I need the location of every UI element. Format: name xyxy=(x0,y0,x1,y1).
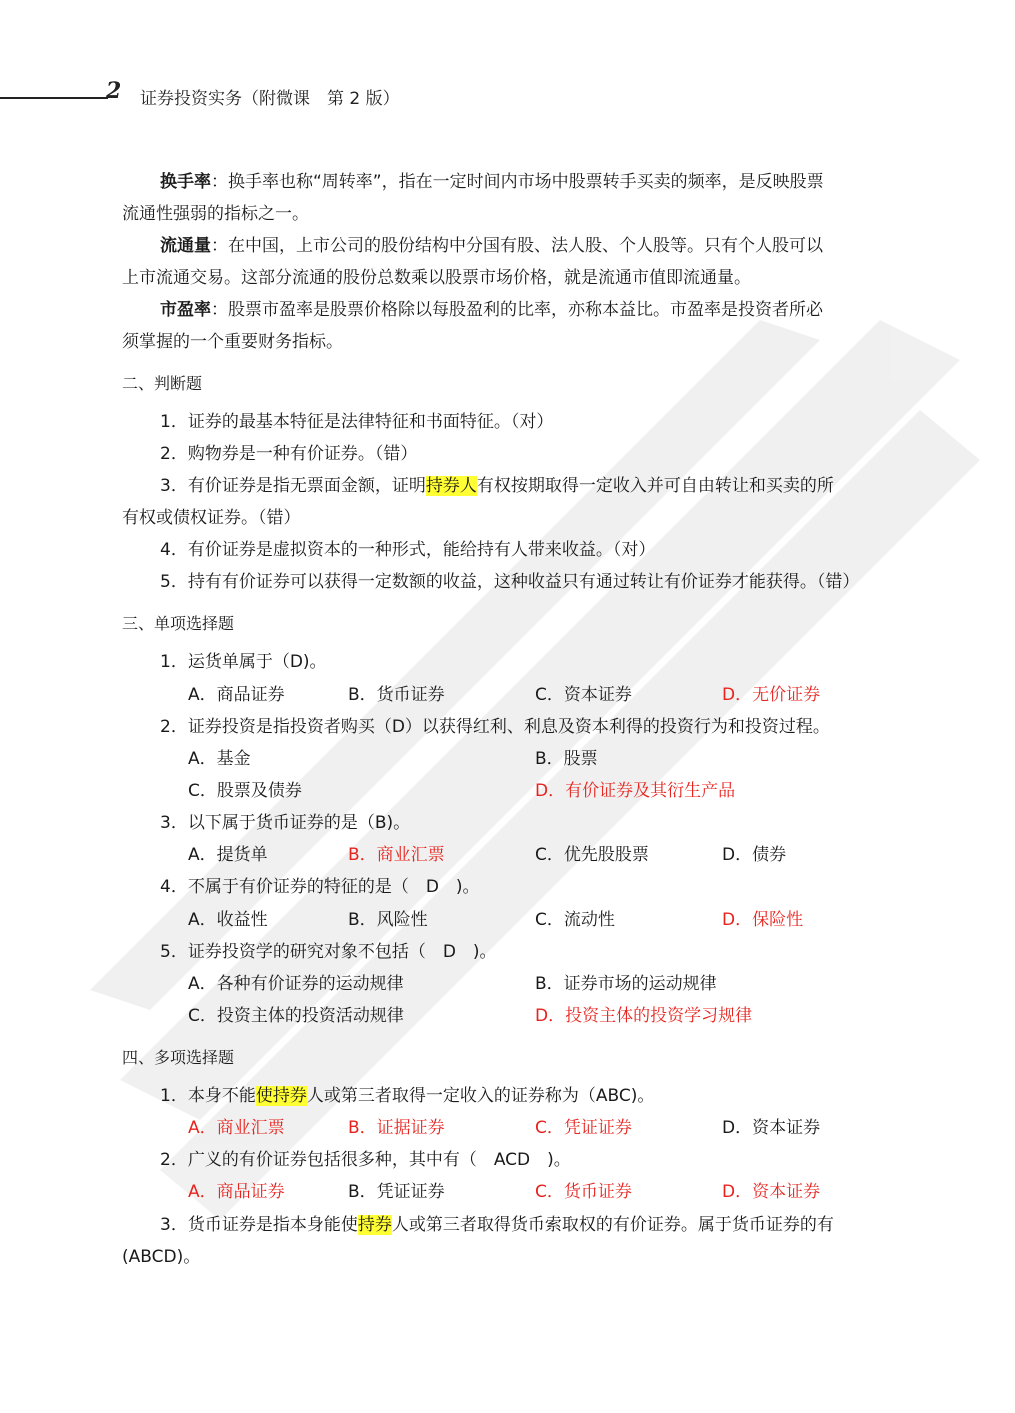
highlight-term: 使持券 xyxy=(255,1086,307,1106)
option: D．资本证券 xyxy=(722,1118,821,1138)
multi-question-3: 3．货币证券是指本身能使持券人或第三者取得货币索取权的有价证券。属于货币证券的有 xyxy=(160,1215,834,1235)
option-answer: A．商业汇票 xyxy=(188,1118,285,1138)
option-answer: D．保险性 xyxy=(722,910,804,930)
option: C．流动性 xyxy=(535,910,615,930)
option: A．各种有价证券的运动规律 xyxy=(188,974,404,994)
option: D．债券 xyxy=(722,845,787,865)
option-answer: C．凭证证券 xyxy=(535,1118,632,1138)
term-float: 流通量：在中国，上市公司的股份结构中分国有股、法人股、个人股等。只有个人股可以 xyxy=(160,236,823,256)
option: A．基金 xyxy=(188,749,251,769)
section-heading-single: 三、单项选择题 xyxy=(122,614,235,633)
single-question-1: 1．运货单属于（D)。 xyxy=(160,652,327,672)
single-question-4: 4．不属于有价证券的特征的是（ D )。 xyxy=(160,877,480,897)
term-turnover-cont: 流通性强弱的指标之一。 xyxy=(122,204,309,224)
tf-question-1: 1．证券的最基本特征是法律特征和书面特征。（对） xyxy=(160,412,554,432)
section-heading-multi: 四、多项选择题 xyxy=(122,1048,235,1067)
tf-question-5: 5．持有有价证券可以获得一定数额的收益，这种收益只有通过转让有价证券才能获得。（错） xyxy=(160,572,860,592)
term-pe: 市盈率：股票市盈率是股票价格除以每股盈利的比率，亦称本益比。市盈率是投资者所必 xyxy=(160,300,823,320)
header-rule xyxy=(0,97,108,99)
option-answer: D．资本证券 xyxy=(722,1182,821,1202)
option: B．证券市场的运动规律 xyxy=(535,974,717,994)
multi-question-2: 2．广义的有价证券包括很多种，其中有（ ACD )。 xyxy=(160,1150,571,1170)
option: B．凭证证券 xyxy=(348,1182,445,1202)
option: C．股票及债券 xyxy=(188,781,302,801)
multi-question-3-cont: (ABCD)。 xyxy=(122,1247,201,1267)
single-question-2: 2．证券投资是指投资者购买（D）以获得红利、利息及资本利得的投资行为和投资过程。 xyxy=(160,717,830,737)
option: B．风险性 xyxy=(348,910,428,930)
option: C．资本证券 xyxy=(535,685,632,705)
tf-question-2: 2．购物券是一种有价证券。（错） xyxy=(160,444,418,464)
highlight-term: 持券人 xyxy=(425,476,477,496)
term-float-cont: 上市流通交易。这部分流通的股份总数乘以股票市场价格，就是流通市值即流通量。 xyxy=(122,268,751,288)
tf-question-3-cont: 有权或债权证券。（错） xyxy=(122,508,301,528)
option-answer: B．商业汇票 xyxy=(348,845,445,865)
term-pe-cont: 须掌握的一个重要财务指标。 xyxy=(122,332,343,352)
option: C．投资主体的投资活动规律 xyxy=(188,1006,404,1026)
option: B．股票 xyxy=(535,749,598,769)
single-question-5: 5．证券投资学的研究对象不包括（ D )。 xyxy=(160,942,497,962)
option-answer: A．商品证券 xyxy=(188,1182,285,1202)
term-turnover: 换手率：换手率也称“周转率”，指在一定时间内市场中股票转手买卖的频率，是反映股票 xyxy=(160,172,824,192)
section-heading-tf: 二、判断题 xyxy=(122,374,203,393)
highlight-term: 持券 xyxy=(357,1215,392,1235)
option: A．提货单 xyxy=(188,845,268,865)
option-answer: D．有价证券及其衍生产品 xyxy=(535,781,736,801)
book-title: 证券投资实务（附微课 第 2 版） xyxy=(140,89,400,109)
option-answer: C．货币证券 xyxy=(535,1182,632,1202)
option: C．优先股股票 xyxy=(535,845,649,865)
option: A．收益性 xyxy=(188,910,268,930)
single-question-3: 3．以下属于货币证券的是（B)。 xyxy=(160,813,411,833)
multi-question-1: 1．本身不能使持券人或第三者取得一定收入的证券称为（ABC)。 xyxy=(160,1086,655,1106)
option-answer: D．投资主体的投资学习规律 xyxy=(535,1006,753,1026)
page-number: 2 xyxy=(106,78,122,104)
option: A．商品证券 xyxy=(188,685,285,705)
option: B．货币证券 xyxy=(348,685,445,705)
tf-question-4: 4．有价证券是虚拟资本的一种形式，能给持有人带来收益。（对） xyxy=(160,540,656,560)
tf-question-3: 3．有价证券是指无票面金额，证明持券人有权按期取得一定收入并可自由转让和买卖的所 xyxy=(160,476,834,496)
option-answer: B．证据证券 xyxy=(348,1118,445,1138)
option-answer: D．无价证券 xyxy=(722,685,821,705)
